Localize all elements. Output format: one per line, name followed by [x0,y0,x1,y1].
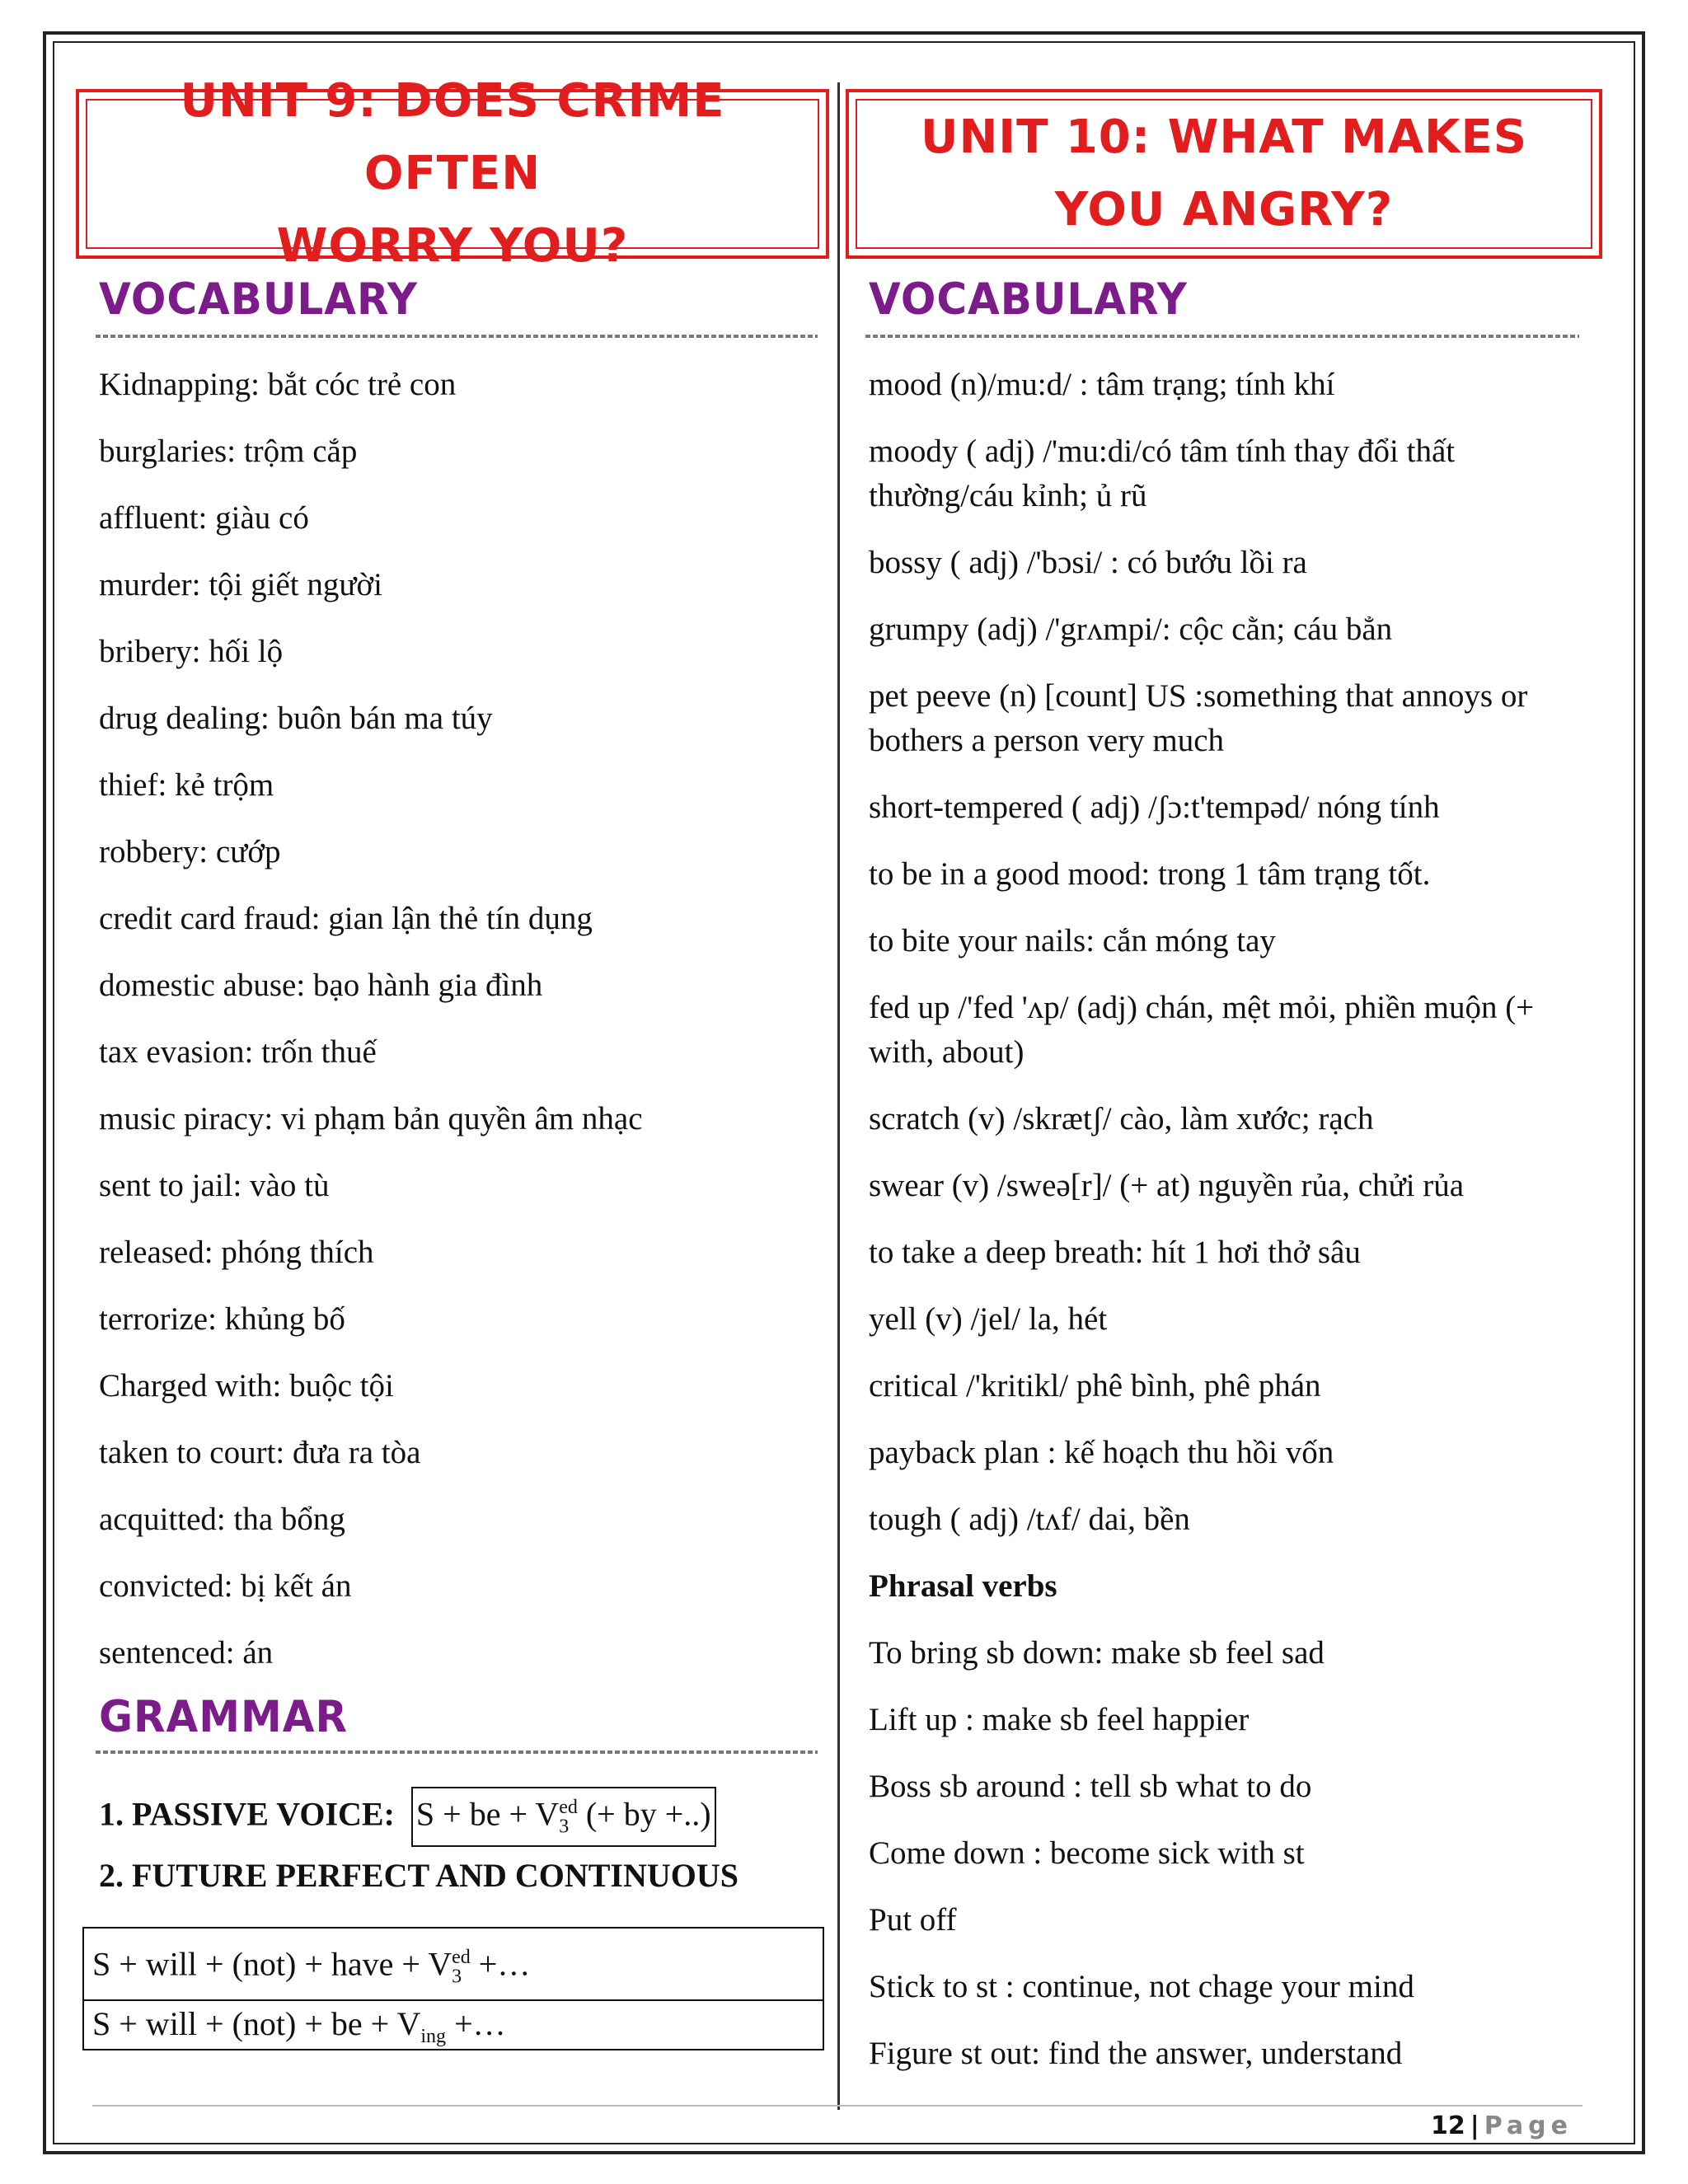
unit9-title [87,65,818,283]
formula-sub: 3 [452,1966,462,1988]
unit10-vocab-list [869,363,1602,2098]
formula-sup: ed [452,1947,471,1968]
formula-text: +… [470,1945,531,1983]
unit10-title-line1: UNIT 10: WHAT MAKES [920,110,1528,164]
vocab-item: murder: tội giết người [99,567,382,602]
vocab-item: affluent: giàu có [99,500,309,536]
page-footer [1431,2111,1573,2140]
phrasal-item: Stick to st : continue, not chage your mind [869,1969,1414,2004]
column-divider [837,82,840,2110]
vocab-item: thief: kẻ trộm [99,767,274,803]
vocab-item: released: phóng thích [99,1235,374,1270]
vocab-item: acquitted: tha bổng [99,1502,345,1537]
formula-sub: 3 [559,1816,570,1838]
unit10-title [921,101,1527,246]
vocab-item: payback plan : kế hoạch thu hồi vốn [869,1435,1334,1470]
vocab-item: taken to court: đưa ra tòa [99,1435,421,1470]
vocab-item: bossy ( adj) /'bɔsi/ : có bướu lồi ra [869,545,1307,580]
unit9-title-box [76,74,829,273]
grammar-heading: GRAMMAR [99,1691,348,1742]
formula-text: S + will + (not) + have + V [92,1945,452,1983]
vocab-item: sent to jail: vào tù [99,1168,330,1203]
unit10-vocab-heading: VOCABULARY [869,274,1188,325]
vocab-item: credit card fraud: gian lận thẻ tín dụng [99,901,593,936]
vocab-item: grumpy (adj) /'grʌmpi/: cộc cằn; cáu bẳn [869,612,1393,647]
grammar-passive-voice [99,1787,716,1847]
vocab-item: to be in a good mood: trong 1 tâm trạng tốt. [869,856,1431,892]
formula-sub: ing [420,2026,447,2047]
grammar-divider [96,1750,818,1754]
vocab-item: scratch (v) /skrætʃ/ cào, làm xước; rạch [869,1101,1374,1137]
phrasal-item: Lift up : make sb feel happier [869,1702,1250,1737]
unit9-title-line2: WORRY YOU? [276,219,629,273]
unit9-vocab-list [99,363,824,1698]
phrasal-item: Figure st out: find the answer, understand [869,2036,1403,2071]
page-label: Page [1484,2111,1573,2140]
vocab-item: Kidnapping: bắt cóc trẻ con [99,367,457,402]
vocab-item: convicted: bị kết án [99,1568,352,1604]
unit9-column [76,74,832,2110]
phrasal-item: Come down : become sick with st [869,1835,1305,1871]
vocab-item: tough ( adj) /tʌf/ dai, bền [869,1502,1190,1537]
unit10-vocab-divider [865,335,1579,338]
vocab-item: robbery: cướp [99,834,281,869]
phrasal-verbs-heading: Phrasal verbs [869,1568,1057,1604]
vocab-item: to take a deep breath: hít 1 hơi thở sâu [869,1235,1361,1270]
vocab-item: yell (v) /jel/ la, hét [869,1301,1108,1337]
unit10-column [846,82,1602,2110]
grammar-future-heading: 2. FUTURE PERFECT AND CONTINUOUS [99,1857,739,1894]
formula-text: (+ by +..) [577,1795,711,1833]
vocab-item: pet peeve (n) [count] US :something that annoys or bothers a person very much [869,678,1528,758]
vocab-item: Charged with: buộc tội [99,1368,394,1404]
vocab-item: drug dealing: buôn bán ma túy [99,701,493,736]
unit9-title-line1: UNIT 9: DOES CRIME OFTEN [180,74,725,200]
passive-voice-formula [411,1787,716,1847]
vocab-item: tax evasion: trốn thuế [99,1034,377,1070]
phrasal-item: Boss sb around : tell sb what to do [869,1769,1312,1804]
formula-text: +… [446,2005,506,2042]
vocab-item: moody ( adj) /'mu:di/có tâm tính thay đổi thất thường/cáu kỉnh; ủ rũ [869,434,1456,513]
future-perfect-formula [84,1929,823,1999]
vocab-item: swear (v) /sweə[r]/ (+ at) nguyền rủa, chửi rủa [869,1168,1465,1203]
footer-rule [92,2105,1582,2107]
passive-voice-label: 1. PASSIVE VOICE: [99,1795,395,1833]
vocab-item: to bite your nails: cắn móng tay [869,923,1276,958]
future-formula-table [82,1927,824,2050]
formula-text: S + will + (not) + be + V [92,2005,421,2042]
footer-separator: | [1470,2111,1479,2140]
phrasal-item: Put off [869,1902,957,1938]
vocab-item: critical /'kritikl/ phê bình, phê phán [869,1368,1321,1404]
unit9-vocab-divider [96,335,818,338]
page-number: 12 [1431,2111,1465,2140]
vocab-item: mood (n)/mu:d/ : tâm trạng; tính khí [869,367,1335,402]
vocab-item: domestic abuse: bạo hành gia đình [99,968,543,1003]
vocab-item: short-tempered ( adj) /ʃɔ:t'tempəd/ nóng tính [869,790,1440,825]
unit10-title-box [846,89,1602,259]
vocab-item: bribery: hối lộ [99,634,284,669]
formula-sup: ed [559,1797,578,1818]
vocab-item: sentenced: án [99,1635,274,1671]
vocab-item: terrorize: khủng bố [99,1301,345,1337]
vocab-item: music piracy: vi phạm bản quyền âm nhạc [99,1101,643,1137]
future-continuous-formula [84,1999,823,2049]
formula-text: S + be + V [415,1795,560,1833]
unit10-title-line2: YOU ANGRY? [1054,183,1394,237]
vocab-item: burglaries: trộm cắp [99,434,358,469]
phrasal-item: To bring sb down: make sb feel sad [869,1635,1325,1671]
unit9-vocab-heading: VOCABULARY [99,274,418,325]
vocab-item: fed up /'fed 'ʌp/ (adj) chán, mệt mỏi, phiền muộn (+ with, about) [869,990,1535,1070]
